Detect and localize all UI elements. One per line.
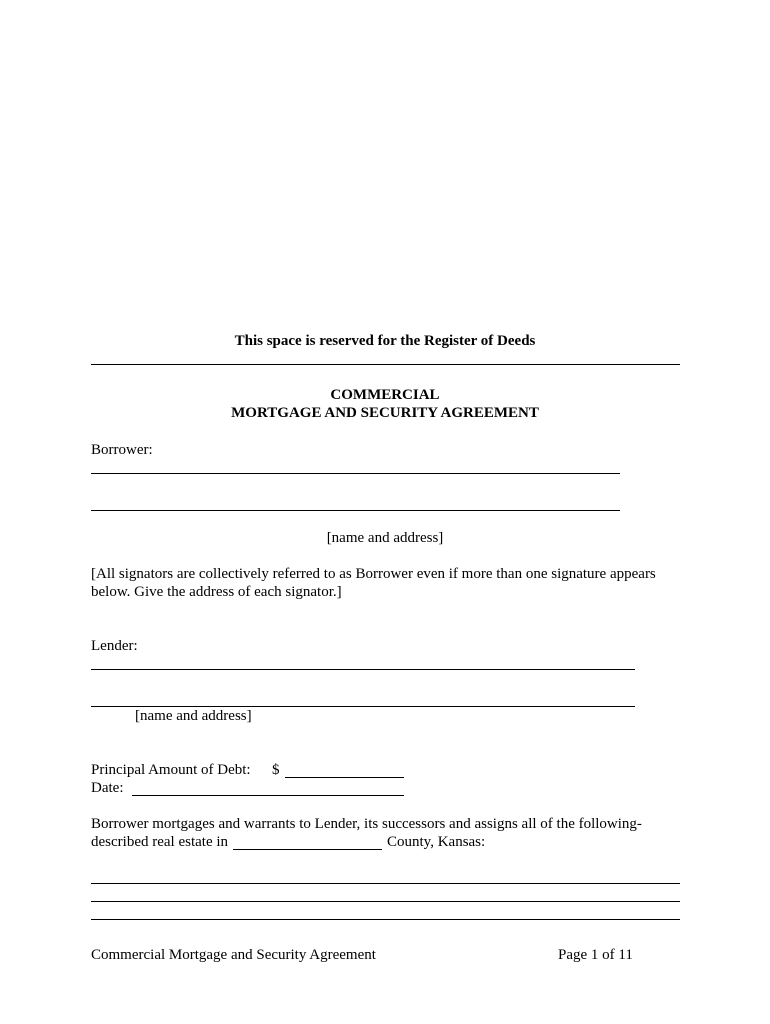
clause-line2-suffix: County, Kansas: bbox=[387, 834, 486, 850]
lender-line-2[interactable] bbox=[91, 706, 635, 707]
register-of-deeds-note: This space is reserved for the Register of Deeds bbox=[234, 333, 536, 349]
borrower-name-address-hint: [name and address] bbox=[326, 530, 444, 546]
footer-page-number: Page 1 of 11 bbox=[558, 947, 633, 963]
county-blank[interactable] bbox=[233, 849, 382, 850]
principal-currency-symbol: $ bbox=[272, 762, 280, 778]
lender-name-address-hint: [name and address] bbox=[135, 708, 252, 724]
legal-description-line-3[interactable] bbox=[91, 919, 680, 920]
reserved-area-divider bbox=[91, 364, 680, 365]
clause-line1: Borrower mortgages and warrants to Lender, its successors and assigns all of the following- bbox=[91, 816, 642, 832]
lender-label: Lender: bbox=[91, 638, 138, 654]
signators-note-line2: below. Give the address of each signator.] bbox=[91, 584, 342, 600]
borrower-line-2[interactable] bbox=[91, 510, 620, 511]
principal-amount-label: Principal Amount of Debt: bbox=[91, 762, 251, 778]
footer-document-title: Commercial Mortgage and Security Agreement bbox=[91, 947, 376, 963]
date-blank[interactable] bbox=[132, 795, 404, 796]
document-title-line1: COMMERCIAL bbox=[330, 387, 440, 403]
legal-description-line-2[interactable] bbox=[91, 901, 680, 902]
legal-description-line-1[interactable] bbox=[91, 883, 680, 884]
document-title-line2: MORTGAGE AND SECURITY AGREEMENT bbox=[231, 405, 539, 421]
principal-amount-blank[interactable] bbox=[285, 777, 404, 778]
signators-note-line1: [All signators are collectively referred to as Borrower even if more than one signature appears bbox=[91, 566, 656, 582]
borrower-line-1[interactable] bbox=[91, 473, 620, 474]
date-label: Date: bbox=[91, 780, 124, 796]
borrower-label: Borrower: bbox=[91, 442, 153, 458]
lender-line-1[interactable] bbox=[91, 669, 635, 670]
clause-line2-prefix: described real estate in bbox=[91, 834, 229, 850]
